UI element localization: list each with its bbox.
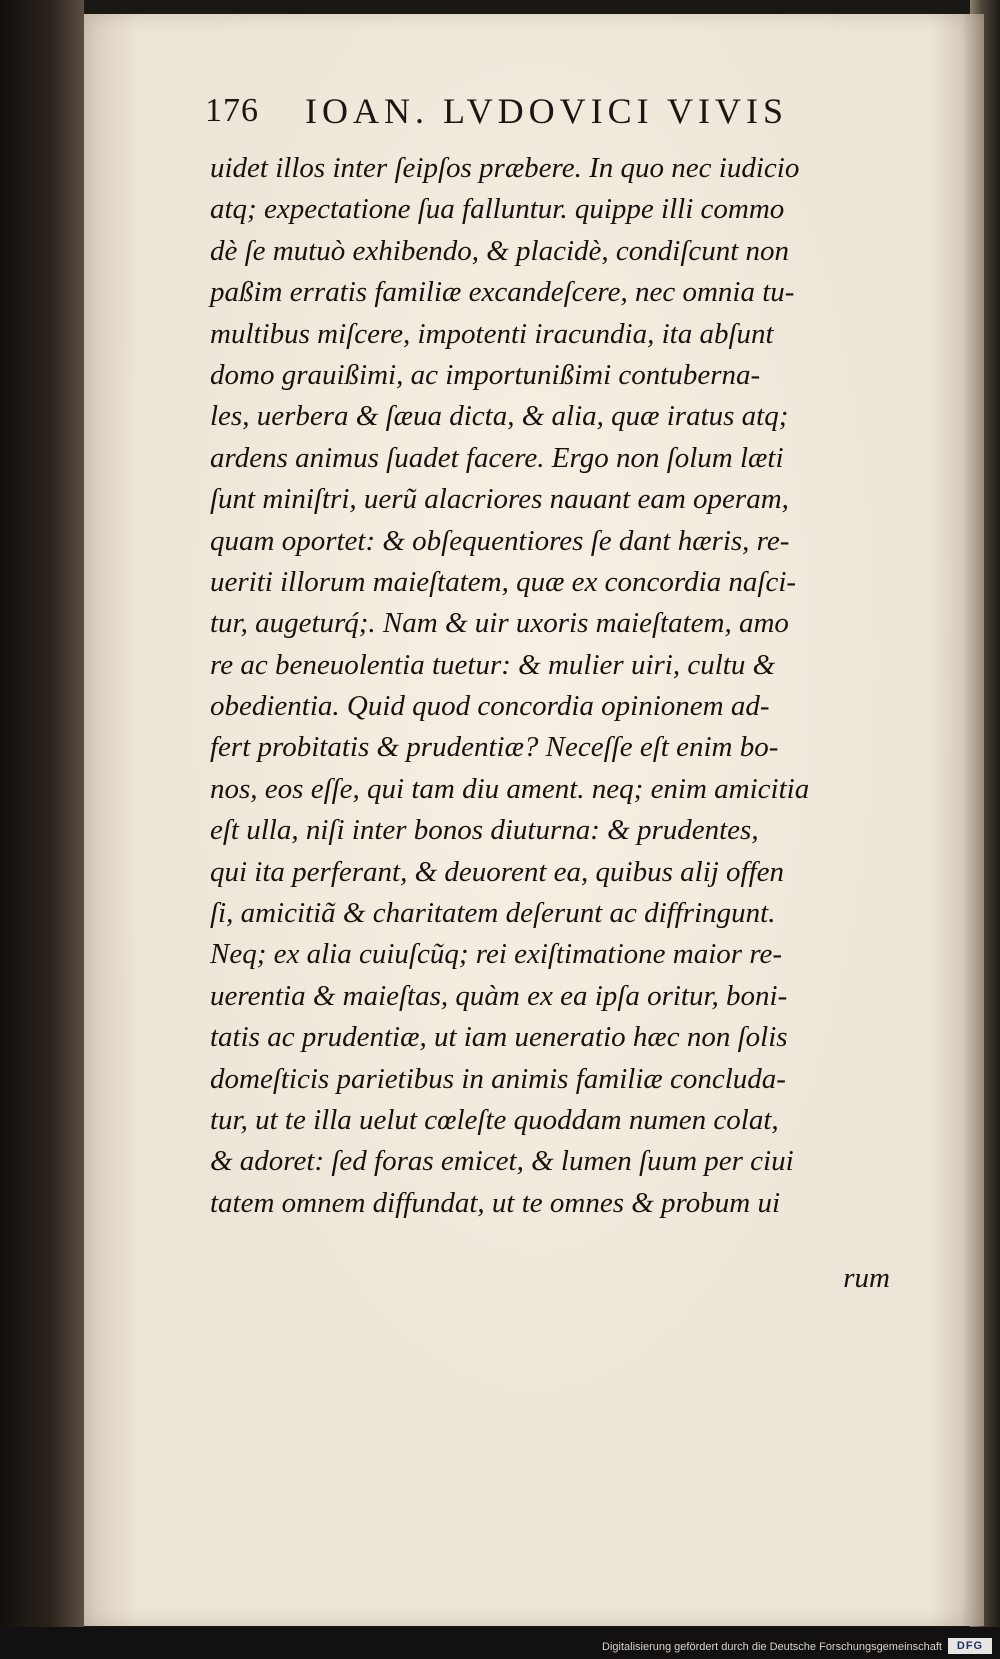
text-line: qui ita perferant, & deuorent ea, quibus alij offen <box>210 855 785 888</box>
gutter-shadow <box>962 14 984 1626</box>
text-line: quam oportet: & obſequentiores ſe dant hæris, re- <box>210 524 790 557</box>
running-head <box>205 88 885 138</box>
text-line: & adoret: ſed foras emicet, & lumen ſuum per ciui <box>210 1145 794 1178</box>
text-line: ſunt miniſtri, uerũ alacriores nauant eam operam, <box>210 483 789 516</box>
text-line: paßim erratis familiæ excandeſcere, nec omnia tu- <box>210 276 795 309</box>
text-line: obedientia. Quid quod concordia opinionem ad- <box>210 690 770 723</box>
text-line: domeſticis parietibus in animis familiæ concluda- <box>210 1062 786 1095</box>
text-line: les, uerbera & ſæua dicta, & alia, quæ iratus atq; <box>210 400 789 433</box>
text-line: Neq; ex alia cuiuſcũq; rei exiſtimatione maior re- <box>210 938 783 971</box>
text-line: ueriti illorum maieſtatem, quæ ex concordia naſci- <box>210 565 797 598</box>
text-line: atq; expectatione ſua falluntur. quippe illi commo <box>210 193 785 226</box>
text-line: eſt ulla, niſi inter bonos diuturna: & prudentes, <box>210 814 759 847</box>
text-line: tur, ut te illa uelut cœleſte quoddam numen colat, <box>210 1103 779 1136</box>
funding-note: Digitalisierung gefördert durch die Deutsche Forschungsgemeinschaft <box>602 1641 942 1653</box>
text-line: re ac beneuolentia tuetur: & mulier uiri, cultu & <box>210 648 776 681</box>
running-head-title: IOAN. LVDOVICI VIVIS <box>305 91 788 131</box>
text-line: nos, eos eſſe, qui tam diu ament. neq; enim amicitia <box>210 772 810 805</box>
footer-bar <box>0 1627 1000 1659</box>
text-line: tatis ac prudentiæ, ut iam ueneratio hæc non ſolis <box>210 1021 788 1054</box>
text-line: ſi, amicitiã & charitatem deſerunt ac diffringunt. <box>210 897 776 930</box>
catchword: rum <box>843 1262 890 1294</box>
text-line: fert probitatis & prudentiæ? Neceſſe eſt enim bo- <box>210 731 779 764</box>
body-text <box>210 148 890 1224</box>
text-line: tur, augeturq́;. Nam & uir uxoris maieſtatem, amo <box>210 607 789 640</box>
text-line: tatem omnem diffundat, ut te omnes & probum ui <box>210 1186 781 1219</box>
page-number: 176 <box>205 92 259 129</box>
text-line: multibus miſcere, impotenti iracundia, ita abſunt <box>210 317 774 350</box>
text-line: dè ſe mutuò exhibendo, & placidè, condiſcunt non <box>210 234 790 267</box>
text-line: domo grauißimi, ac importunißimi contuberna- <box>210 358 761 391</box>
scan-left-margin <box>0 0 84 1659</box>
text-line: uidet illos inter ſeipſos præbere. In quo nec iudicio <box>210 152 800 184</box>
text-line: ardens animus ſuadet facere. Ergo non ſolum læti <box>210 441 784 474</box>
text-line: uerentia & maieſtas, quàm ex ea ipſa oritur, boni- <box>210 979 788 1012</box>
dfg-logo: DFG <box>948 1638 992 1654</box>
